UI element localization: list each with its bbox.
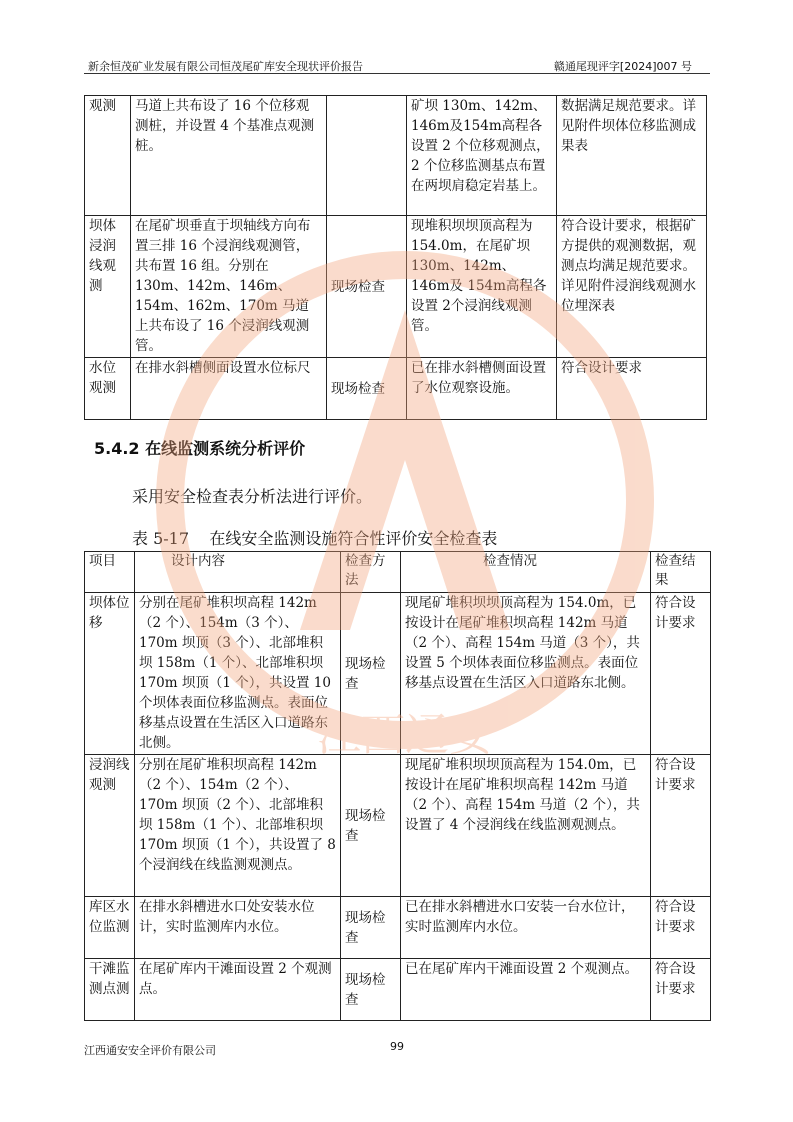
cell-item: 水位观测 bbox=[85, 358, 131, 420]
cell-result: 符合设计要求 bbox=[651, 593, 711, 755]
cell-status: 已在尾矿库内干滩面设置 2 个观测点。 bbox=[401, 959, 651, 1021]
header-item: 项目 bbox=[85, 552, 135, 593]
online-monitoring-checklist-table bbox=[84, 551, 711, 1021]
header-status: 检查情况 bbox=[401, 552, 651, 593]
table-header-row bbox=[85, 552, 711, 593]
cell-item: 浸润线观测 bbox=[85, 755, 135, 897]
cell-status: 矿坝 130m、142m、146m及154m高程各设置 2 个位移观测点，2 个位移监测基点布置在两坝肩稳定岩基上。 bbox=[407, 96, 557, 216]
cell-result: 符合设计要求 bbox=[651, 897, 711, 959]
header-method: 检查方法 bbox=[341, 552, 401, 593]
header-result: 检查结果 bbox=[651, 552, 711, 593]
continued-inspection-table bbox=[84, 95, 707, 420]
cell-method: 现场检查 bbox=[327, 358, 407, 420]
header-report-title: 新余恒茂矿业发展有限公司恒茂尾矿库安全现状评价报告 bbox=[88, 60, 363, 73]
table-row bbox=[85, 358, 707, 420]
cell-design: 在排水斜槽进水口处安装水位计，实时监测库内水位。 bbox=[135, 897, 341, 959]
cell-item: 库区水位监测 bbox=[85, 897, 135, 959]
seal-center-text: 江西通安 bbox=[317, 710, 493, 761]
cell-method: 现场检查 bbox=[341, 755, 401, 897]
cell-status: 现尾矿堆积坝坝顶高程为 154.0m，已按设计在尾矿堆积坝高程 142m 马道（2 个）、高程 154m 马道（3 个），共设置 5 个坝体表面位移监测点。表面位移基点设置在生活区入口道路东北侧。 bbox=[401, 593, 651, 755]
cell-result: 数据满足规范要求。详见附件坝体位移监测成果表 bbox=[557, 96, 707, 216]
table-row bbox=[85, 216, 707, 358]
table-row bbox=[85, 959, 711, 1021]
cell-status: 已在排水斜槽侧面设置了水位观察设施。 bbox=[407, 358, 557, 420]
body-paragraph: 采用安全检查表分析法进行评价。 bbox=[132, 487, 373, 506]
cell-result: 符合设计要求 bbox=[557, 358, 707, 420]
cell-design: 在排水斜槽侧面设置水位标尺 bbox=[131, 358, 327, 420]
cell-design: 在尾矿坝垂直于坝轴线方向布置三排 16 个浸润线观测管，共布置 16 组。分别在 130m、142m、146m、154m、162m、170m 马道上共布设了 16 个浸润线观测管。 bbox=[131, 216, 327, 358]
cell-item: 坝体位移 bbox=[85, 593, 135, 755]
cell-result: 符合设计要求 bbox=[651, 959, 711, 1021]
cell-method bbox=[327, 96, 407, 216]
cell-result: 符合设计要求 bbox=[651, 755, 711, 897]
footer-company: 江西通安安全评价有限公司 bbox=[84, 1044, 216, 1057]
cell-method: 现场检查 bbox=[341, 897, 401, 959]
cell-design: 在尾矿库内干滩面设置 2 个观测点。 bbox=[135, 959, 341, 1021]
cell-design: 分别在尾矿堆积坝高程 142m（2 个）、154m（2 个）、170m 坝顶（2 个）、北部堆积坝 158m（1 个）、北部堆积坝 170m 坝顶（1 个），共设置了 8 个浸润线在线监测观测点。 bbox=[135, 755, 341, 897]
cell-method: 现场检查 bbox=[341, 593, 401, 755]
section-heading: 5.4.2 在线监测系统分析评价 bbox=[94, 439, 306, 458]
cell-design: 分别在尾矿堆积坝高程 142m（2 个）、154m（3 个）、170m 坝顶（3 个）、北部堆积坝 158m（1 个）、北部堆积坝 170m 坝顶（1 个），共设置 10 个坝体表面位移监测点。表面位移基点设置在生活区入口道路东北侧。 bbox=[135, 593, 341, 755]
cell-item: 观测 bbox=[85, 96, 131, 216]
cell-design: 马道上共布设了 16 个位移观测桩，并设置 4 个基准点观测桩。 bbox=[131, 96, 327, 216]
cell-status: 现堆积坝坝顶高程为 154.0m，在尾矿坝 130m、142m、146m及 154m高程各设置 2个浸润线观测管。 bbox=[407, 216, 557, 358]
header-divider bbox=[84, 73, 710, 74]
cell-item: 坝体浸润线观测 bbox=[85, 216, 131, 358]
cell-item: 干滩监测点测 bbox=[85, 959, 135, 1021]
table-row bbox=[85, 897, 711, 959]
page-number: 99 bbox=[390, 1040, 404, 1053]
cell-result: 符合设计要求，根据矿方提供的观测数据，观测点均满足规范要求。详见附件浸润线观测水位埋深表 bbox=[557, 216, 707, 358]
cell-method: 现场检查 bbox=[341, 959, 401, 1021]
cell-status: 已在排水斜槽进水口安装一台水位计，实时监测库内水位。 bbox=[401, 897, 651, 959]
table-row bbox=[85, 96, 707, 216]
page-header bbox=[84, 56, 710, 74]
table-row bbox=[85, 593, 711, 755]
cell-method: 现场检查 bbox=[327, 216, 407, 358]
table-caption: 表 5-17 在线安全监测设施符合性评价安全检查表 bbox=[132, 529, 498, 548]
header-design: 设计内容 bbox=[135, 552, 341, 593]
header-report-number: 赣通尾现评字[2024]007 号 bbox=[553, 60, 692, 73]
cell-status: 现尾矿堆积坝坝顶高程为 154.0m，已按设计在尾矿堆积坝高程 142m 马道（2 个）、高程 154m 马道（2 个），共设置了 4 个浸润线在线监测观测点。 bbox=[401, 755, 651, 897]
table-row bbox=[85, 755, 711, 897]
